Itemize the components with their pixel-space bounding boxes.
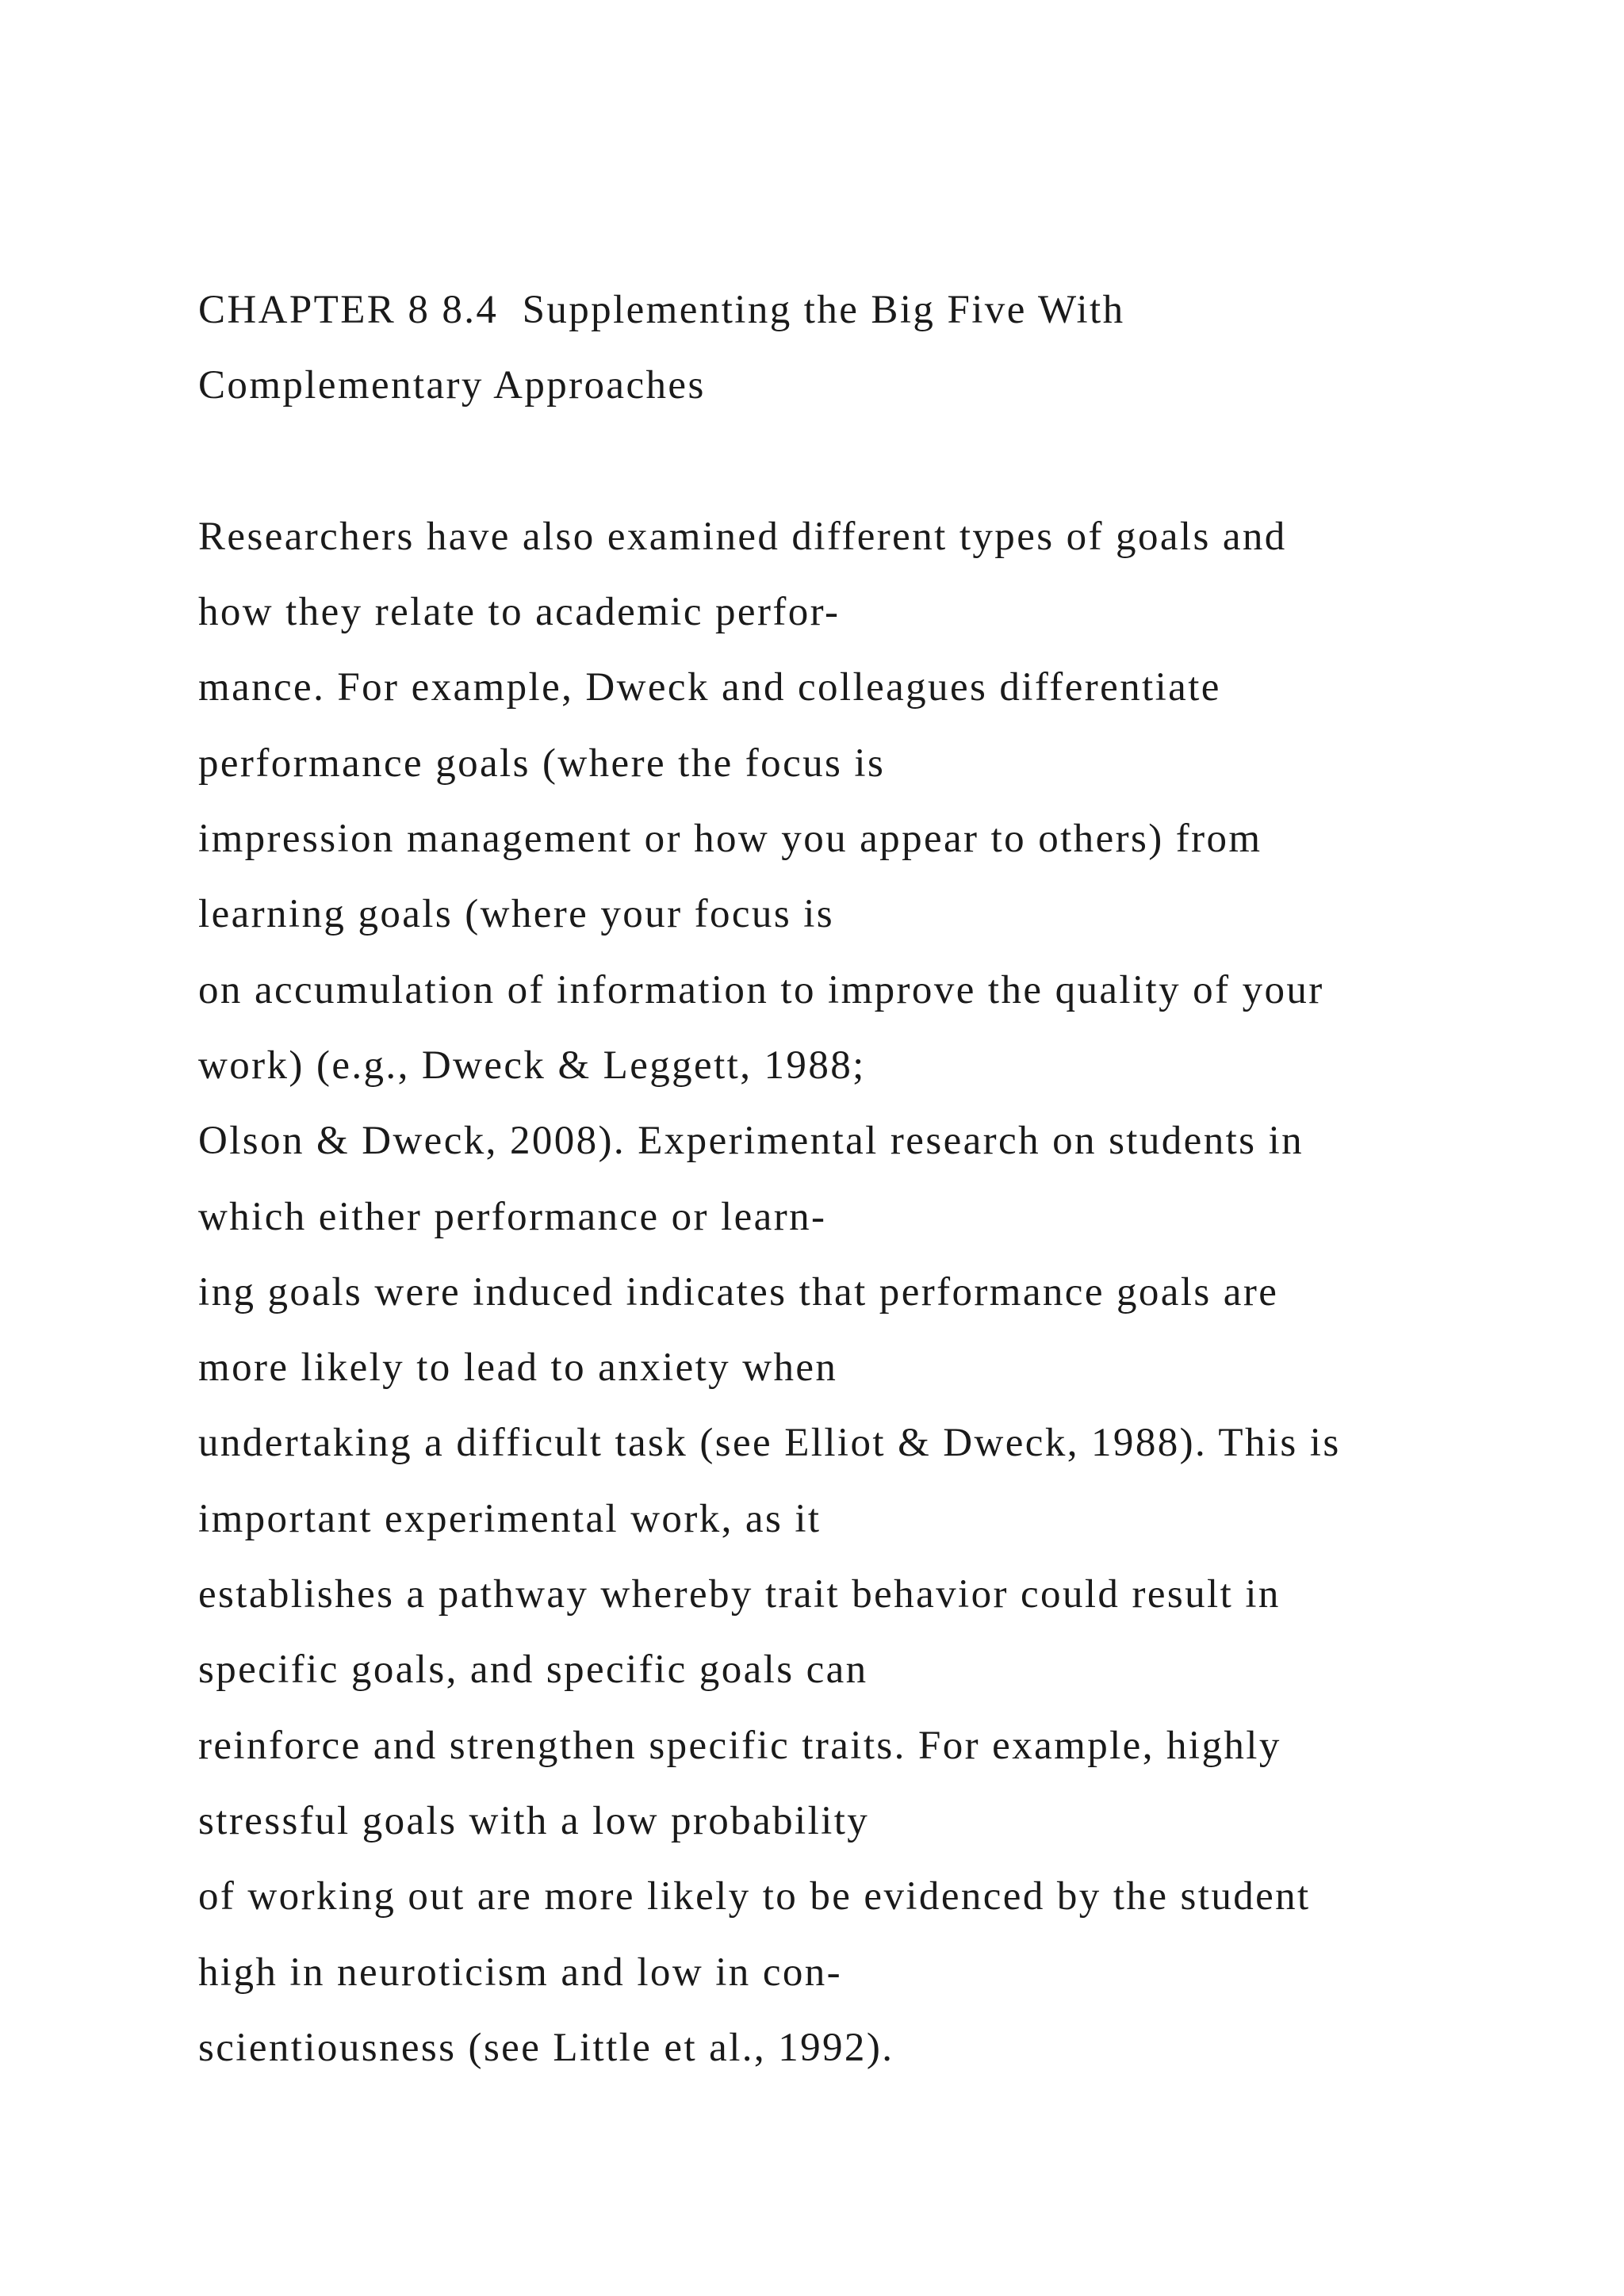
document-text — [198, 273, 1546, 2086]
body-line: work) (e.g., Dweck & Leggett, 1988; — [198, 1043, 866, 1088]
body-line: which either performance or learn- — [198, 1194, 827, 1239]
body-line: stressful goals with a low probability — [198, 1798, 870, 1843]
body-line: specific goals, and specific goals can — [198, 1647, 868, 1693]
body-line: ing goals were induced indicates that performance goals are — [198, 1269, 1279, 1314]
heading-line: CHAPTER 8 8.4 Supplementing the Big Five With — [198, 288, 1125, 332]
body-line: establishes a pathway whereby trait behavior could result in — [198, 1572, 1281, 1617]
body-line: how they relate to academic perfor- — [198, 590, 841, 635]
body-line: on accumulation of information to improve the quality of your — [198, 967, 1324, 1012]
body-line: impression management or how you appear to others) from — [198, 817, 1262, 862]
body-line: scientiousness (see Little et al., 1992). — [198, 2025, 894, 2070]
body-line: mance. For example, Dweck and colleagues differentiate — [198, 665, 1221, 710]
body-line: learning goals (where your focus is — [198, 892, 835, 937]
paragraph-spacer — [198, 424, 1546, 499]
chapter-heading — [198, 273, 1546, 424]
body-line: performance goals (where the focus is — [198, 740, 886, 786]
heading-line: Complementary Approaches — [198, 363, 706, 408]
body-line: Researchers have also examined different types of goals and — [198, 514, 1287, 559]
body-line: of working out are more likely to be evidenced by the student — [198, 1874, 1311, 1919]
body-line: undertaking a difficult task (see Elliot & Dweck, 1988). This is — [198, 1421, 1341, 1466]
body-paragraph — [198, 499, 1546, 2086]
body-line: reinforce and strengthen specific traits. For example, highly — [198, 1723, 1281, 1768]
body-line: more likely to lead to anxiety when — [198, 1345, 838, 1391]
body-line: important experimental work, as it — [198, 1496, 822, 1541]
body-line: Olson & Dweck, 2008). Experimental research on students in — [198, 1119, 1304, 1164]
body-line: high in neuroticism and low in con- — [198, 1950, 843, 1995]
